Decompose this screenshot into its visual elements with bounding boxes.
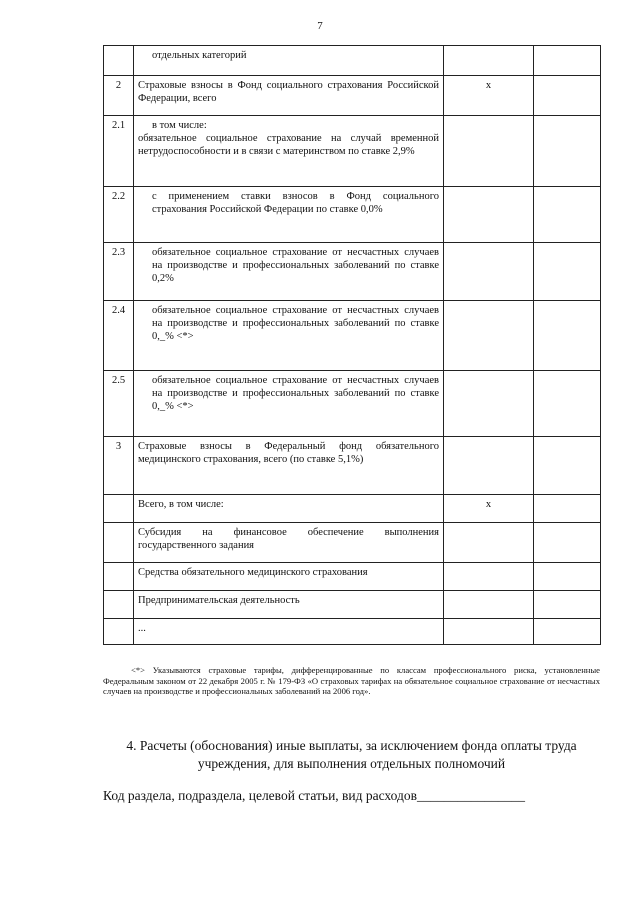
row-value (534, 116, 601, 187)
row-mark: x (444, 76, 534, 116)
row-number (104, 563, 134, 591)
table-row (104, 591, 601, 619)
row-description: обязательное социальное страхование от несчастных случаев на производстве и профессиональных заболеваний по ставке 0,_% <*> (134, 301, 444, 371)
footnote: <*> Указываются страховые тарифы, дифференцированные по классам профессионального риска, установленные Федеральным законом от 22 декабря 2005 г. № 179-ФЗ «О страховых тарифах на обязательное социальное страхование от несчастных случаев на производстве и профессиональных заболеваний на 2006 год». (103, 665, 600, 696)
row-value (534, 187, 601, 243)
table-row (104, 301, 601, 371)
row-value (534, 46, 601, 76)
row-number: 2.3 (104, 243, 134, 301)
row-mark (444, 523, 534, 563)
row-number: 3 (104, 437, 134, 495)
section-heading: 4. Расчеты (обоснования) иные выплаты, за исключением фонда оплаты труда учреждения, для выполнения отдельных полномочий (126, 738, 577, 771)
row-mark (444, 563, 534, 591)
row-description: Предпринимательская деятельность (134, 591, 444, 619)
row-number (104, 591, 134, 619)
row-number (104, 495, 134, 523)
table-row (104, 46, 601, 76)
table-row (104, 187, 601, 243)
budget-code-line: Код раздела, подраздела, целевой статьи, вид расходов________________ (103, 788, 526, 803)
row-number: 2.5 (104, 371, 134, 437)
row-value (534, 563, 601, 591)
row-value (534, 495, 601, 523)
row-number: 2.2 (104, 187, 134, 243)
row-mark (444, 243, 534, 301)
row-value (534, 591, 601, 619)
row-mark (444, 116, 534, 187)
table-row (104, 495, 601, 523)
row-description: ... (134, 619, 444, 645)
row-description: обязательное социальное страхование от несчастных случаев на производстве и профессиональных заболеваний по ставке 0,2% (134, 243, 444, 301)
page-number: 7 (317, 20, 323, 32)
row-mark (444, 437, 534, 495)
row-number: 2.4 (104, 301, 134, 371)
insurance-contributions-table (103, 45, 601, 645)
row-mark (444, 187, 534, 243)
row-description: Страховые взносы в Федеральный фонд обязательного медицинского страхования, всего (по ставке 5,1%) (134, 437, 444, 495)
row-description: с применением ставки взносов в Фонд социального страхования Российской Федерации по ставке 0,0% (134, 187, 444, 243)
row-description: Страховые взносы в Фонд социального страхования Российской Федерации, всего (134, 76, 444, 116)
table-row (104, 371, 601, 437)
row-description: в том числе: обязательное социальное страхование на случай временной нетрудоспособности и в связи с материнством по ставке 2,9% (134, 116, 444, 187)
row-value (534, 371, 601, 437)
row-mark: x (444, 495, 534, 523)
row-value (534, 243, 601, 301)
row-mark (444, 591, 534, 619)
row-value (534, 301, 601, 371)
row-value (534, 76, 601, 116)
row-description: Всего, в том числе: (134, 495, 444, 523)
row-mark (444, 301, 534, 371)
table-row (104, 116, 601, 187)
row-value (534, 437, 601, 495)
table-row (104, 619, 601, 645)
row-number (104, 523, 134, 563)
row-description: Средства обязательного медицинского страхования (134, 563, 444, 591)
row-mark (444, 371, 534, 437)
row-number (104, 46, 134, 76)
row-mark (444, 46, 534, 76)
row-number: 2.1 (104, 116, 134, 187)
row-value (534, 523, 601, 563)
table-row (104, 523, 601, 563)
row-number: 2 (104, 76, 134, 116)
table-row (104, 243, 601, 301)
row-description: обязательное социальное страхование от несчастных случаев на производстве и профессиональных заболеваний по ставке 0,_% <*> (134, 371, 444, 437)
table-row (104, 563, 601, 591)
row-mark (444, 619, 534, 645)
table-row (104, 437, 601, 495)
table-row (104, 76, 601, 116)
row-number (104, 619, 134, 645)
row-description: отдельных категорий (134, 46, 444, 76)
row-description: Субсидия на финансовое обеспечение выполнения государственного задания (134, 523, 444, 563)
row-value (534, 619, 601, 645)
